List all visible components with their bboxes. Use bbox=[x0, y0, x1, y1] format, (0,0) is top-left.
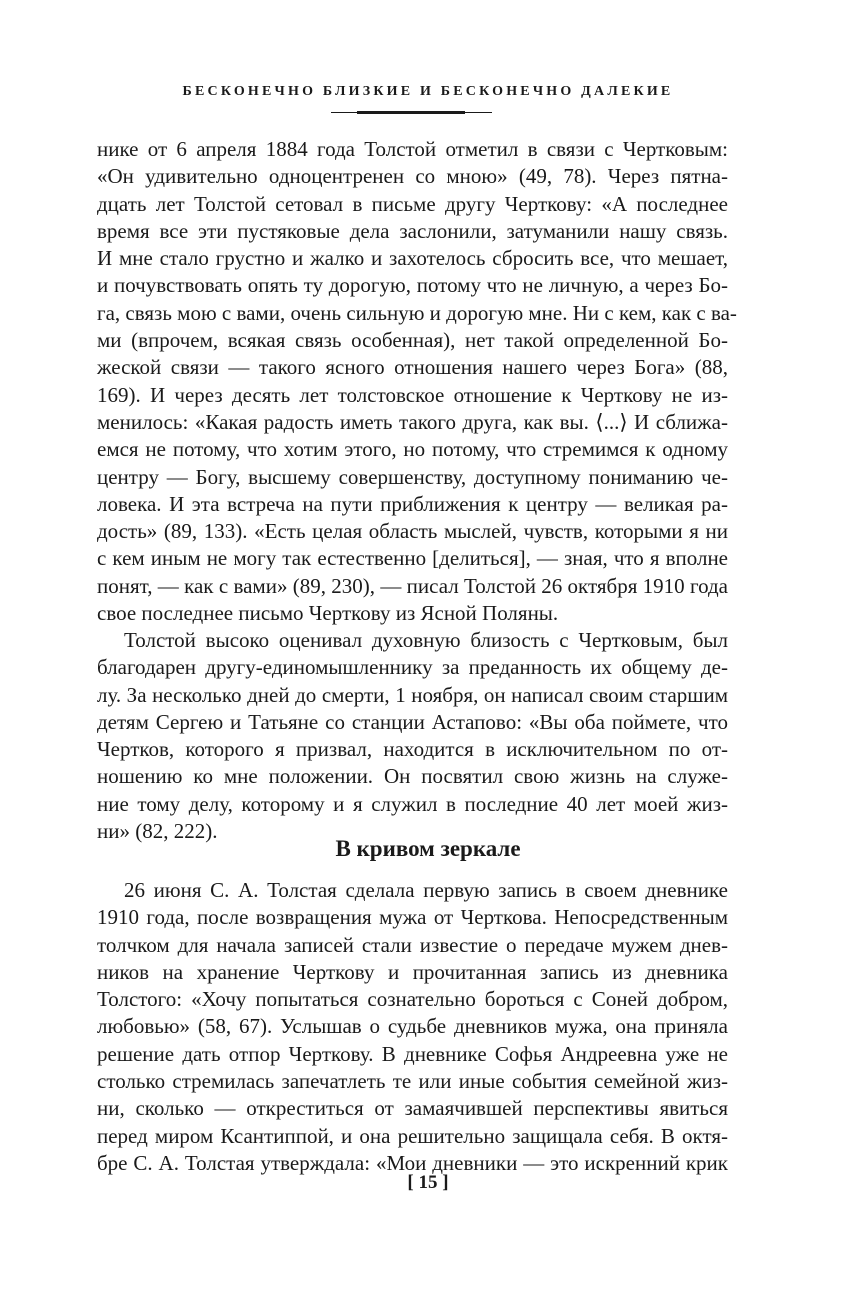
text-line: решение дать отпор Черткову. В дневнике Софья Андреевна уже не bbox=[97, 1041, 728, 1066]
text-line: ников на хранение Черткову и прочитанная запись из дневника bbox=[97, 959, 728, 984]
text-line: ни» (82, 222). bbox=[97, 819, 218, 844]
text-line: 26 июня С. А. Толстая сделала первую запись в своем дневнике bbox=[124, 878, 728, 902]
text-line: детям Сергею и Татьяне со станции Астапово: «Вы оба поймете, что bbox=[97, 709, 728, 734]
text-line: центру — Богу, высшему совершенству, доступному пониманию че- bbox=[97, 464, 728, 489]
text-line: ние тому делу, которому и я служил в последние 40 лет моей жиз- bbox=[97, 791, 728, 816]
text-line: га, связь мою с вами, очень сильную и дорогую мне. Ни с кем, как с ва- bbox=[97, 300, 737, 325]
paragraph bbox=[97, 627, 728, 845]
text-line: столько стремилась запечатлеть те или иные события семейной жиз- bbox=[97, 1069, 728, 1094]
text-line: И мне стало грустно и жалко и захотелось сбросить все, что мешает, bbox=[97, 246, 728, 271]
text-line: ловека. И эта встреча на пути приближения к центру — великая ра- bbox=[97, 491, 728, 516]
text-line: лу. За несколько дней до смерти, 1 ноября, он написал своим старшим bbox=[97, 682, 728, 707]
text-line: с кем иным не могу так естественно [делиться], — зная, что я вполне bbox=[97, 546, 728, 571]
text-line: перед миром Ксантиппой, и она решительно защищала себя. В октя- bbox=[97, 1123, 728, 1148]
text-line: 1910 года, после возвращения мужа от Черткова. Непосредственным bbox=[97, 905, 728, 930]
text-line: дцать лет Толстой сетовал в письме другу Черткову: «А последнее bbox=[97, 191, 728, 216]
text-line: «Он удивительно одноцентренен со мною» (49, 78). Через пятна- bbox=[97, 164, 728, 189]
header-rule-accent bbox=[357, 111, 465, 114]
text-line: Толстого: «Хочу попытаться сознательно бороться с Соней добром, bbox=[97, 987, 728, 1012]
text-line: Толстой высоко оценивал духовную близость с Чертковым, был bbox=[124, 628, 728, 652]
paragraph bbox=[97, 877, 728, 1177]
text-line: Чертков, которого я призвал, находится в исключительном по от- bbox=[97, 737, 728, 762]
text-line: понят, — как с вами» (89, 230), — писал Толстой 26 октября 1910 года bbox=[97, 573, 728, 598]
text-line: и почувствовать опять ту дорогую, потому что не личную, а через Бо- bbox=[97, 273, 728, 298]
page-number: [ 15 ] bbox=[407, 1172, 449, 1193]
text-line: бре С. А. Толстая утверждала: «Мои дневники — это искренний крик bbox=[97, 1150, 728, 1175]
text-line: 169). И через десять лет толстовское отношение к Черткову не из- bbox=[97, 382, 728, 407]
text-line: менилось: «Какая радость иметь такого друга, как вы. ⟨...⟩ И сближа- bbox=[97, 409, 728, 434]
text-line: благодарен другу-единомышленнику за преданность их общему де- bbox=[97, 655, 728, 680]
text-line: толчком для начала записей стали известие о передаче мужем днев- bbox=[97, 932, 728, 957]
text-line: ми (впрочем, всякая связь особенная), нет такой определенной Бо- bbox=[97, 328, 728, 353]
text-line: ни, сколько — откреститься от замаячившей перспективы явиться bbox=[97, 1096, 728, 1121]
paragraph-continuation bbox=[97, 136, 737, 627]
text-line: ношению ко мне положении. Он посвятил свою жизнь на служе- bbox=[97, 764, 728, 789]
text-line: жеской связи — такого ясного отношения нашего через Бога» (88, bbox=[97, 355, 728, 380]
text-line: время все эти пустяковые дела заслонили, затуманили нашу связь. bbox=[97, 218, 728, 243]
section-heading: В кривом зеркале bbox=[335, 836, 521, 861]
text-line: нике от 6 апреля 1884 года Толстой отметил в связи с Чертковым: bbox=[97, 137, 728, 161]
text-line: свое последнее письмо Черткову из Ясной Поляны. bbox=[97, 601, 559, 626]
running-head: БЕСКОНЕЧНО БЛИЗКИЕ И БЕСКОНЕЧНО ДАЛЕКИЕ bbox=[182, 84, 674, 99]
text-line: дость» (89, 133). «Есть целая область мыслей, чувств, которыми я ни bbox=[97, 519, 728, 544]
text-line: емся не потому, что хотим этого, но потому, что стремимся к одному bbox=[97, 437, 728, 462]
text-line: любовью» (58, 67). Услышав о судьбе дневников мужа, она приняла bbox=[97, 1014, 728, 1039]
